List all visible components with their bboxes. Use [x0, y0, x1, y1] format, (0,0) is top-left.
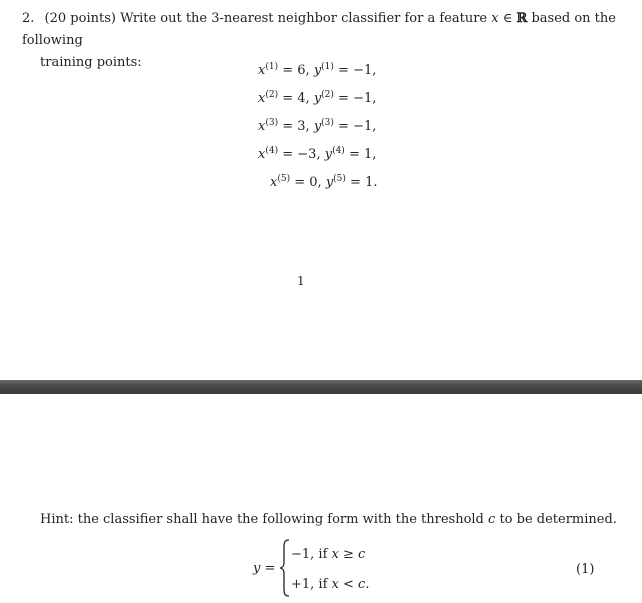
equals: =: [333, 63, 354, 78]
case-2-cond: x < c.: [331, 577, 370, 592]
y-value: −1,: [353, 119, 377, 134]
problem-number: 2.: [22, 11, 35, 26]
piecewise-lhs: y =: [253, 561, 276, 576]
hint-text: [40, 512, 617, 527]
y-symbol: y: [325, 175, 334, 190]
in-symbol: ∈: [502, 11, 513, 26]
comma: ,: [305, 119, 314, 134]
var-x: x: [491, 11, 499, 26]
y-index: (2): [321, 90, 334, 100]
x-value: 3: [297, 119, 306, 134]
x-symbol: x: [258, 147, 266, 162]
set-R: ℝ: [516, 11, 528, 26]
x-value: 4: [297, 91, 306, 106]
case-1-cond: x ≥ c: [331, 547, 366, 562]
case-1: [291, 547, 365, 562]
var-c: c: [488, 512, 496, 527]
problem-text-a: (20 points) Write out the 3-nearest neighbor classifier for a feature: [44, 11, 488, 26]
x-symbol: x: [258, 63, 266, 78]
piecewise-equation: [253, 539, 453, 599]
x-index: (1): [265, 62, 279, 72]
page-2: [0, 394, 642, 603]
training-point-2: [258, 91, 376, 106]
y-symbol: y: [313, 91, 322, 106]
y-index: (1): [321, 62, 334, 72]
equals: =: [333, 91, 354, 106]
problem-text-b: based on the following: [22, 11, 616, 48]
equals: =: [278, 119, 298, 134]
training-point-1: [258, 63, 376, 78]
comma: ,: [305, 91, 314, 106]
page-number: 1: [297, 274, 305, 288]
x-index: (5): [277, 174, 291, 184]
left-brace-icon: [279, 539, 291, 597]
x-symbol: x: [270, 175, 278, 190]
equals: =: [278, 63, 298, 78]
equals: =: [290, 175, 310, 190]
equation-number: (1): [576, 562, 595, 577]
equals: =: [344, 147, 364, 162]
case-2: [291, 577, 369, 592]
training-point-4: [258, 147, 376, 162]
y-symbol: y: [313, 63, 322, 78]
comma: ,: [317, 175, 326, 190]
y-symbol: y: [313, 119, 322, 134]
page-divider: [0, 380, 642, 394]
training-point-5: [270, 175, 378, 190]
x-symbol: x: [258, 119, 266, 134]
y-value: −1,: [353, 91, 377, 106]
y-symbol: y: [324, 147, 333, 162]
problem-text-line2: training points:: [40, 55, 142, 70]
x-index: (3): [265, 118, 279, 128]
hint-text-b: to be determined.: [499, 512, 617, 527]
training-point-3: [258, 119, 376, 134]
y-index: (4): [332, 146, 345, 156]
case-2-value: +1, if: [291, 577, 328, 592]
comma: ,: [305, 63, 314, 78]
equals: =: [345, 175, 366, 190]
comma: ,: [316, 147, 325, 162]
hint-text-a: Hint: the classifier shall have the following form with the threshold: [40, 512, 484, 527]
y-value: 1,: [363, 147, 377, 162]
y-value: −1,: [353, 63, 377, 78]
equals: =: [278, 147, 298, 162]
x-value: −3: [297, 147, 317, 162]
x-value: 0: [309, 175, 318, 190]
y-index: (3): [321, 118, 334, 128]
x-value: 6: [297, 63, 306, 78]
case-1-value: −1, if: [291, 547, 328, 562]
equals: =: [333, 119, 354, 134]
y-index: (5): [333, 174, 346, 184]
x-index: (2): [265, 90, 279, 100]
x-index: (4): [265, 146, 279, 156]
equals: =: [278, 91, 298, 106]
y-value: 1.: [365, 175, 378, 190]
x-symbol: x: [258, 91, 266, 106]
